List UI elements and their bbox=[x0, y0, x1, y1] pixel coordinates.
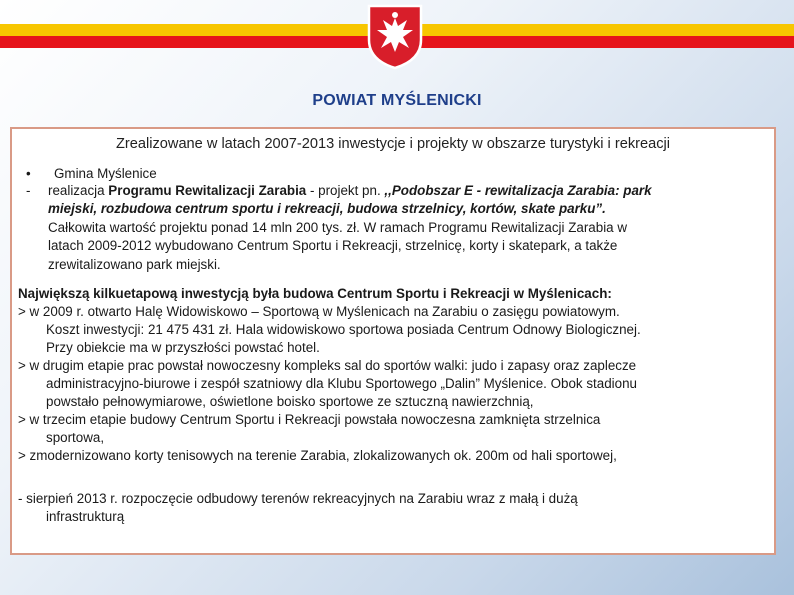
investment-line-1: > w 2009 r. otwarto Halę Widowiskowo – Sportową w Myślenicach na Zarabiu o zasięgu powiatowym. bbox=[18, 304, 620, 319]
project-line-4: latach 2009-2012 wybudowano Centrum Sportu i Rekreacji, strzelnicę, korty i skatepark, a także bbox=[48, 238, 618, 253]
bullet-marker: • bbox=[26, 166, 31, 181]
investment-heading: Największą kilkuetapową inwestycją była budowa Centrum Sportu i Rekreacji w Myślenicach: bbox=[18, 286, 612, 301]
page-title: POWIAT MYŚLENICKI bbox=[312, 92, 482, 109]
project-line-2: miejski, rozbudowa centrum sportu i rekreacji, budowa strzelnicy, kortów, skate parku”. bbox=[48, 201, 606, 216]
final-line-2: infrastrukturą bbox=[46, 509, 125, 524]
investment-line-4: > w drugim etapie prac powstał nowoczesny kompleks sal do sportów walki: judo i zapasy oraz zaplecze bbox=[18, 358, 637, 373]
gmina-label: Gmina Myślenice bbox=[54, 166, 157, 181]
investment-line-6: powstało pełnowymiarowe, oświetlone boisko sportowe ze sztuczną nawierzchnią, bbox=[46, 394, 534, 409]
investment-line-7: > w trzecim etapie budowy Centrum Sportu i Rekreacji powstała nowoczesna zamknięta strzelnica bbox=[18, 412, 601, 427]
investment-line-5: administracyjno-biurowe i zespół szatniowy dla Klubu Sportowego „Dalin” Myślenice. Obok stadionu bbox=[46, 376, 637, 391]
project-line-3: Całkowita wartość projektu ponad 14 mln 200 tys. zł. W ramach Programu Rewitalizacji Zarabia w bbox=[48, 220, 628, 235]
panel-heading: Zrealizowane w latach 2007-2013 inwestycje i projekty w obszarze turystyki i rekreacji bbox=[116, 136, 670, 152]
dash-marker: - bbox=[26, 183, 31, 198]
investment-line-2: Koszt inwestycji: 21 475 431 zł. Hala widowiskowo sportowa posiada Centrum Odnowy Biologicznej. bbox=[46, 322, 641, 337]
project-line-5: zrewitalizowano park miejski. bbox=[48, 257, 221, 272]
investment-line-3: Przy obiekcie ma w przyszłości powstać hotel. bbox=[46, 340, 320, 355]
project-line-1: realizacja Programu Rewitalizacji Zarabia - projekt pn. ,,Podobszar E - rewitalizacja Zarabia: park bbox=[48, 183, 652, 198]
content-panel bbox=[10, 127, 776, 555]
eagle-crest-icon bbox=[365, 4, 425, 70]
final-line-1: - sierpień 2013 r. rozpoczęcie odbudowy terenów rekreacyjnych na Zarabiu wraz z małą i dużą bbox=[18, 491, 578, 506]
investment-line-8: sportowa, bbox=[46, 430, 105, 445]
investment-line-9: > zmodernizowano korty tenisowych na terenie Zarabia, zlokalizowanych ok. 200m od hali sportowej, bbox=[18, 448, 617, 463]
